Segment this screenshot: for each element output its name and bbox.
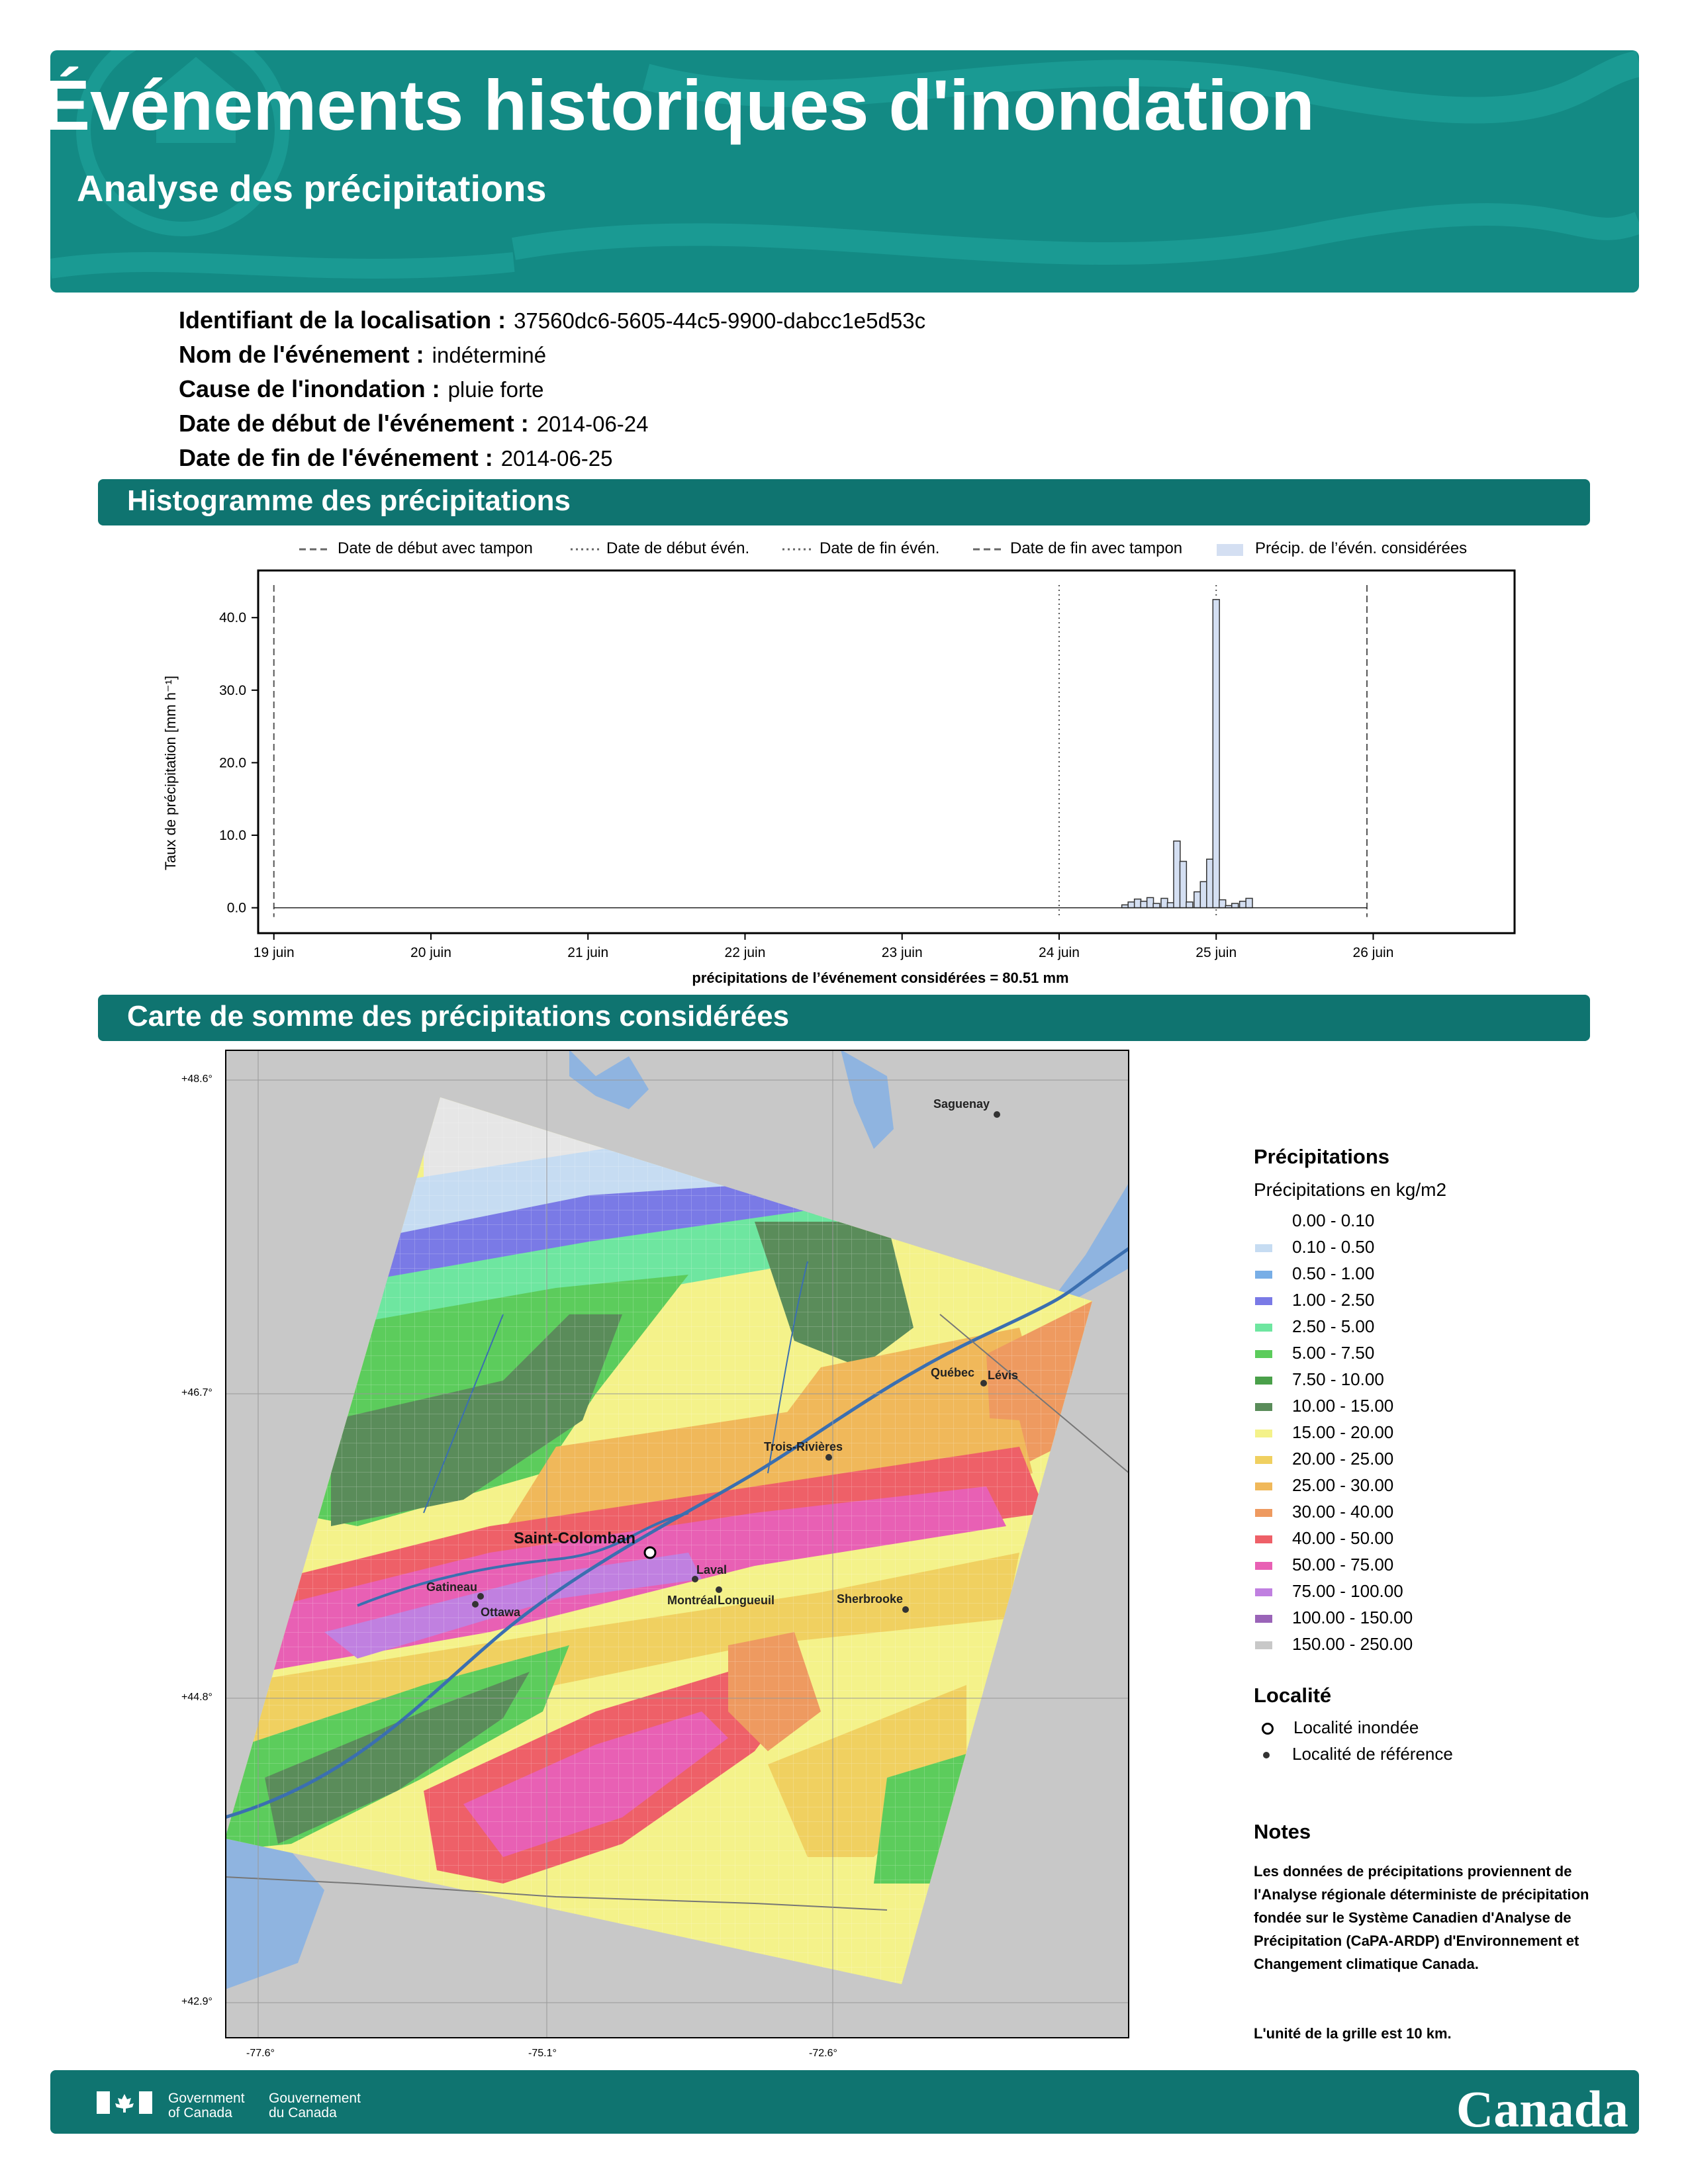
precipitation-histogram — [172, 563, 1523, 986]
histogram-bar — [1174, 841, 1180, 908]
legend-precip-item — [1255, 1551, 1599, 1578]
place-label-sherbrooke: Sherbrooke — [837, 1592, 904, 1606]
place-dot-quebec — [980, 1380, 987, 1387]
info-start-date: Date de début de l'événement : 2014-06-24 — [179, 410, 649, 437]
info-event-name: Nom de l'événement : indéterminé — [179, 341, 547, 368]
histogram-bar — [1200, 882, 1207, 907]
histogram-bar — [1194, 892, 1201, 908]
legend-precip-item — [1255, 1631, 1599, 1657]
histogram-bar — [1153, 903, 1160, 908]
legend-dashed-swatch — [972, 537, 1011, 561]
legend-precip-label: 25.00 - 30.00 — [1292, 1475, 1394, 1495]
legend-precip-list — [1255, 1207, 1599, 1657]
info-location-id: Identifiant de la localisation : 37560dc6-5605-44c5-9900-dabcc1e5d53c — [179, 306, 926, 334]
x-tick-label: 22 juin — [724, 945, 766, 960]
place-label-longueuil: Longueuil — [718, 1594, 774, 1607]
legend-precip-item — [1255, 1498, 1599, 1525]
section-map-title: Carte de somme des précipitations considérées — [127, 1000, 790, 1032]
lon-label: -75.1° — [528, 2048, 557, 2059]
chart-summary: précipitations de l’événement considérées = 80.51 mm — [692, 970, 1069, 986]
histogram-bar — [1207, 859, 1213, 907]
histogram-bar — [1167, 903, 1174, 908]
legend-color-swatch — [1255, 1482, 1272, 1490]
lat-label: +42.9° — [181, 1996, 212, 2007]
place-label-saguenay: Saguenay — [933, 1097, 990, 1111]
legend-precip-item — [1255, 1472, 1599, 1498]
legend-precip-label: 100.00 - 150.00 — [1292, 1608, 1413, 1627]
legend-precip-item — [1255, 1445, 1599, 1472]
place-dot-ottawa — [472, 1601, 479, 1608]
x-tick-label: 25 juin — [1196, 945, 1237, 960]
section-histogram-bar — [98, 479, 1590, 525]
legend-color-swatch — [1255, 1430, 1272, 1437]
legend-locality-title: Localité — [1254, 1684, 1332, 1707]
place-dot-trois-rivieres — [825, 1454, 832, 1461]
legend-locality-reference: Localité de référence — [1262, 1741, 1453, 1767]
legend-precip-title: Précipitations — [1254, 1145, 1389, 1168]
legend-dotted-swatch — [781, 537, 821, 561]
section-map-bar — [98, 995, 1590, 1041]
x-tick-label: 21 juin — [567, 945, 609, 960]
reference-locality-icon — [1263, 1752, 1270, 1758]
page-subtitle: Analyse des précipitations — [77, 167, 547, 209]
legend-precip-label: 0.10 - 0.50 — [1292, 1237, 1375, 1257]
place-label-ottawa: Ottawa — [481, 1606, 521, 1619]
histogram-bar — [1180, 861, 1186, 907]
place-label-montreal: Montréal — [667, 1594, 718, 1607]
histogram-bar — [1232, 903, 1239, 908]
legend-label-start-buffer: Date de début avec tampon — [338, 539, 533, 557]
histogram-bar — [1186, 902, 1193, 908]
legend-dashed-swatch — [298, 537, 338, 561]
legend-color-swatch — [1255, 1297, 1272, 1305]
notes-grid-unit: L'unité de la grille est 10 km. — [1254, 2025, 1452, 2042]
y-tick-label: 40.0 — [219, 610, 246, 626]
histogram-bar — [1135, 899, 1141, 907]
place-dot-laval — [692, 1576, 698, 1582]
place-label-saint-colomban: Saint-Colomban — [514, 1529, 635, 1547]
footer-gov-fr: Gouvernement du Canada — [269, 2091, 361, 2120]
legend-color-swatch — [1255, 1562, 1272, 1570]
legend-precip-label: 50.00 - 75.00 — [1292, 1555, 1394, 1574]
legend-precip-label: 40.00 - 50.00 — [1292, 1528, 1394, 1548]
place-label-gatineau: Gatineau — [426, 1580, 478, 1594]
legend-color-swatch — [1255, 1244, 1272, 1252]
plot-frame — [258, 570, 1515, 933]
lon-label: -72.6° — [809, 2048, 837, 2059]
lon-label: -77.6° — [246, 2048, 275, 2059]
legend-color-swatch — [1255, 1324, 1272, 1332]
legend-precip-label: 20.00 - 25.00 — [1292, 1449, 1394, 1469]
footer-gov-en: Government of Canada — [168, 2091, 245, 2120]
legend-label-considered: Précip. de l’évén. considérées — [1255, 539, 1468, 557]
precipitation-map — [225, 1050, 1129, 2038]
section-histogram-title: Histogramme des précipitations — [127, 484, 571, 517]
place-dot-montreal — [716, 1586, 722, 1593]
legend-label-end-event: Date de fin évén. — [820, 539, 940, 557]
legend-precip-label: 2.50 - 5.00 — [1292, 1316, 1375, 1336]
legend-precip-item — [1255, 1207, 1599, 1234]
legend-precip-item — [1255, 1419, 1599, 1445]
legend-precip-label: 30.00 - 40.00 — [1292, 1502, 1394, 1522]
legend-label-start-event: Date de début évén. — [606, 539, 750, 557]
legend-color-swatch — [1255, 1588, 1272, 1596]
legend-color-swatch — [1255, 1271, 1272, 1279]
legend-precip-subtitle: Précipitations en kg/m2 — [1254, 1179, 1447, 1200]
legend-precip-item — [1255, 1525, 1599, 1551]
legend-precip-label: 0.00 - 0.10 — [1292, 1210, 1375, 1230]
flooded-locality-icon — [1262, 1723, 1274, 1735]
lat-label: +46.7° — [181, 1387, 212, 1398]
legend-locality-flooded: Localité inondée — [1262, 1714, 1419, 1741]
y-axis-label: Taux de précipitation [mm h⁻¹] — [162, 675, 179, 870]
legend-color-swatch — [1255, 1403, 1272, 1411]
y-tick-label: 30.0 — [219, 682, 246, 698]
page-title: Événements historiques d'inondation — [42, 65, 1315, 145]
legend-fill-swatch — [1217, 544, 1243, 556]
histogram-bar — [1240, 901, 1246, 908]
notes-title: Notes — [1254, 1820, 1311, 1843]
legend-precip-item — [1255, 1578, 1599, 1604]
place-label-trois-rivieres: Trois-Rivières — [764, 1440, 843, 1453]
legend-precip-item — [1255, 1604, 1599, 1631]
legend-precip-item — [1255, 1287, 1599, 1313]
legend-precip-label: 7.50 - 10.00 — [1292, 1369, 1384, 1389]
legend-precip-item — [1255, 1392, 1599, 1419]
chart-legend — [298, 537, 1489, 561]
legend-precip-item — [1255, 1260, 1599, 1287]
legend-precip-item — [1255, 1234, 1599, 1260]
lat-label: +44.8° — [181, 1692, 212, 1703]
legend-color-swatch — [1255, 1377, 1272, 1385]
legend-color-swatch — [1255, 1350, 1272, 1358]
canada-wordmark: Canada — [1456, 2080, 1628, 2138]
legend-precip-label: 15.00 - 20.00 — [1292, 1422, 1394, 1442]
place-marker-saint-colomban — [645, 1547, 655, 1558]
x-tick-label: 26 juin — [1352, 945, 1394, 960]
legend-precip-label: 1.00 - 2.50 — [1292, 1290, 1375, 1310]
legend-precip-label: 75.00 - 100.00 — [1292, 1581, 1403, 1601]
histogram-bar — [1141, 901, 1147, 908]
legend-color-swatch — [1255, 1218, 1272, 1226]
legend-color-swatch — [1255, 1535, 1272, 1543]
place-label-laval: Laval — [696, 1563, 727, 1576]
y-tick-label: 10.0 — [219, 828, 246, 844]
y-axis-label-anchor — [162, 675, 189, 897]
legend-label-end-buffer: Date de fin avec tampon — [1010, 539, 1183, 557]
x-tick-label: 23 juin — [881, 945, 923, 960]
notes-text: Les données de précipitations proviennent de l'Analyse régionale déterministe de précipitation fondée sur le Système Canadien d'Analyse de Précipitation (CaPA-ARDP) d'Environnement et Changement climatique Canada. — [1254, 1863, 1589, 1972]
legend-precip-label: 150.00 - 250.00 — [1292, 1634, 1413, 1654]
histogram-bar — [1219, 900, 1226, 908]
histogram-bar — [1128, 902, 1135, 908]
histogram-bar — [1161, 898, 1168, 907]
legend-color-swatch — [1255, 1456, 1272, 1464]
legend-precip-label: 5.00 - 7.50 — [1292, 1343, 1375, 1363]
y-tick-label: 0.0 — [226, 900, 246, 916]
lat-label: +48.6° — [181, 1073, 212, 1085]
legend-precip-item — [1255, 1366, 1599, 1392]
info-flood-cause: Cause de l'inondation : pluie forte — [179, 375, 544, 402]
legend-color-swatch — [1255, 1641, 1272, 1649]
legend-precip-item — [1255, 1340, 1599, 1366]
info-end-date: Date de fin de l'événement : 2014-06-25 — [179, 444, 613, 471]
place-label-levis: Lévis — [988, 1369, 1019, 1382]
x-tick-label: 20 juin — [410, 945, 451, 960]
histogram-bar — [1213, 600, 1219, 908]
legend-color-swatch — [1255, 1509, 1272, 1517]
histogram-bar — [1246, 898, 1252, 907]
x-tick-label: 19 juin — [253, 945, 295, 960]
legend-color-swatch — [1255, 1615, 1272, 1623]
histogram-bar — [1147, 897, 1154, 907]
place-dot-saguenay — [994, 1111, 1000, 1118]
y-tick-label: 20.0 — [219, 755, 246, 771]
legend-precip-label: 0.50 - 1.00 — [1292, 1263, 1375, 1283]
place-label-quebec: Québec — [931, 1366, 975, 1379]
x-tick-label: 24 juin — [1039, 945, 1080, 960]
canada-flag-icon — [97, 2091, 152, 2114]
legend-precip-label: 10.00 - 15.00 — [1292, 1396, 1394, 1416]
legend-precip-item — [1255, 1313, 1599, 1340]
legend-dotted-swatch — [569, 537, 609, 561]
place-dot-gatineau — [477, 1593, 484, 1600]
place-dot-sherbrooke — [902, 1606, 909, 1613]
